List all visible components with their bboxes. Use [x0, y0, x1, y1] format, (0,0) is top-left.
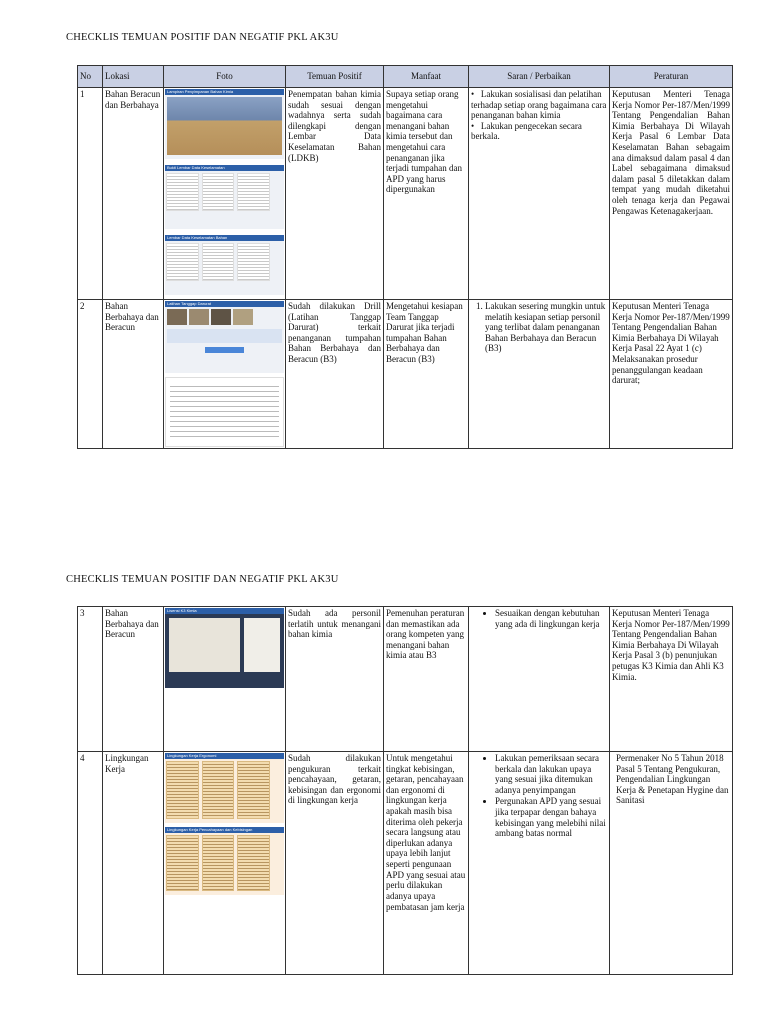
cell-temuan: Sudah dilakukan Drill (Latihan Tanggap Darurat) terkait penanganan tumpahan Bahan Berbahaya dan Beracun (B3)	[286, 300, 384, 449]
table-row	[78, 300, 733, 449]
cell-manfaat: Pemenuhan peraturan dan memastikan ada orang kompeten yang menangani bahan kimia atau B3	[384, 607, 469, 752]
saran-item: • Lakukan pengecekan secara berkala.	[471, 120, 582, 142]
saran-item: • Lakukan pemeriksaan secara berkala dan lakukan upaya yang sesuai jika ditemukan adanya penyimpangan	[495, 753, 607, 795]
table-header-row	[78, 66, 733, 88]
cell-manfaat: Untuk mengetahui tingkat kebisingan, getaran, pencahayaan dan ergonomi di lingkungan kerja apakah masih bisa diterima oleh pekerja secara langsung atau diperlukan adanya upaya lebih lanjut seperti pengunaan APD yang sesuai atau perlu dilakukan adanya upaya pembatasan jam kerja	[384, 752, 469, 975]
document-thumb	[166, 173, 199, 211]
cell-saran	[469, 88, 610, 300]
cell-saran	[469, 607, 610, 752]
cell-foto	[164, 752, 286, 975]
document-thumb	[202, 173, 235, 211]
saran-item: • Lakukan sosialisasi dan pelatihan terhadap setiap orang bagaimana cara penanganan bahan kimia	[471, 89, 607, 121]
header-no: No	[78, 66, 103, 88]
photo-storage	[165, 89, 284, 159]
photo-caption: Lingkungan Kerja Pencahayaan dan Kebisingan	[165, 827, 284, 833]
document-thumb	[237, 761, 270, 819]
cell-peraturan: Keputusan Menteri Tenaga Kerja Nomor Per-187/Men/1999 Tentang Pengendalian Bahan Kimia Berbahaya Di Wilayah Kerja Pasal 6 Lembar Data Keselamatan Bahan sebagaim ana dimaksud dalam pasal 4 dan Label sebagaimana dimaksud dalam pasal 5 diletakkan dalam tempat yang mudah diketahui oleh tenaga kerja dan Pegawai Pengawas Ketenagakerjaan.	[610, 88, 733, 300]
header-saran: Saran / Perbaikan	[469, 66, 610, 88]
photo-ergonomi	[165, 753, 284, 823]
checklist-table-2	[77, 606, 733, 975]
cell-temuan: Penempatan bahan kimia sudah sesuai dengan wadahnya serta sudah dilengkapi dengan Lembar Data Keselamatan Bahan (LDKB)	[286, 88, 384, 300]
photo-caption: Bukti Lembar Data Keselamatan	[165, 165, 284, 171]
cell-foto	[164, 300, 286, 449]
header-lokasi: Lokasi	[103, 66, 164, 88]
document-thumb	[166, 835, 199, 891]
cell-saran	[469, 300, 610, 449]
photo-caption: Latihan Tanggap Darurat	[165, 301, 284, 307]
table-row	[78, 752, 733, 975]
table-row	[78, 607, 733, 752]
document-thumb	[237, 173, 270, 211]
photo-pencahayaan	[165, 827, 284, 895]
photo-msds-1	[165, 165, 284, 229]
cell-no: 2	[78, 300, 103, 449]
cell-foto	[164, 607, 286, 752]
cell-peraturan: Keputusan Menteri Tenaga Kerja Nomor Per-187/Men/1999 Tentang Pengendalian Bahan Kimia Berbahaya Di Wilayah Kerja Pasal 22 Ayat 1 (c) Melaksanakan prosedur penanggulangan keadaan darurat;	[610, 300, 733, 449]
storage-image	[167, 97, 282, 155]
photo-caption: Lisensi K3 Kimia	[165, 608, 284, 614]
checklist-table-1	[77, 65, 733, 449]
saran-item: • Sesuaikan dengan kebutuhan yang ada di lingkungan kerja	[495, 608, 607, 629]
cell-no: 1	[78, 88, 103, 300]
cell-peraturan: Keputusan Menteri Tenaga Kerja Nomor Per-187/Men/1999 Tentang Pengendalian Bahan Kimia Berbahaya Di Wilayah Kerja Pasal 3 (b) penunjukan petugas K3 Kimia dan Ahli K3 Kimia.	[610, 607, 733, 752]
cell-lokasi: Bahan Berbahaya dan Beracun	[103, 300, 164, 449]
page-title: CHECKLIS TEMUAN POSITIF DAN NEGATIF PKL AK3U	[66, 574, 339, 585]
document-thumb	[202, 835, 235, 891]
table-row	[78, 88, 733, 300]
cell-no: 4	[78, 752, 103, 975]
cell-temuan: Sudah dilakukan pengukuran terkait pencahayaan, getaran, kebisingan dan ergonomi di lingkungan kerja	[286, 752, 384, 975]
header-manfaat: Manfaat	[384, 66, 469, 88]
cell-lokasi: Bahan Berbahaya dan Beracun	[103, 607, 164, 752]
saran-item: 1. Lakukan sesering mungkin untuk melatih kesiapan setiap personil yang terlibat dalam penanganan Bahan Berbahaya dan Beracun (B3)	[485, 301, 607, 354]
cell-foto	[164, 88, 286, 300]
cell-manfaat: Mengetahui kesiapan Team Tanggap Darurat jika terjadi tumpahan Bahan Berbahaya dan Beracun (B3)	[384, 300, 469, 449]
document-thumb	[166, 761, 199, 819]
document-thumb	[237, 835, 270, 891]
document-thumb	[166, 243, 199, 281]
drill-photos	[167, 309, 282, 325]
saran-item: • Pergunakan APD yang sesuai jika terpapar dengan bahaya kebisingan yang melebihi nilai ambang batas normal	[495, 796, 607, 838]
photo-msds-2	[165, 235, 284, 295]
photo-drill	[165, 301, 284, 373]
cell-lokasi: Lingkungan Kerja	[103, 752, 164, 975]
photo-license	[165, 608, 284, 688]
photo-caption: Lingkungan Kerja Ergonomi	[165, 753, 284, 759]
cell-saran	[469, 752, 610, 975]
document-thumb	[202, 243, 235, 281]
cell-peraturan: Permenaker No 5 Tahun 2018 Pasal 5 Tentang Pengukuran, Pengendalian Lingkungan Kerja & Penetapan Hygine dan Sanitasi	[610, 752, 733, 975]
header-foto: Foto	[164, 66, 286, 88]
photo-caption: Lampiran Penyimpanan Bahan Kimia	[165, 89, 284, 95]
cell-no: 3	[78, 607, 103, 752]
document-thumb	[237, 243, 270, 281]
page-title: CHECKLIS TEMUAN POSITIF DAN NEGATIF PKL AK3U	[66, 32, 339, 43]
document-thumb	[202, 761, 235, 819]
drill-report	[165, 377, 284, 447]
cell-temuan: Sudah ada personil terlatih untuk menangani bahan kimia	[286, 607, 384, 752]
cell-lokasi: Bahan Beracun dan Berbahaya	[103, 88, 164, 300]
cell-manfaat: Supaya setiap orang mengetahui bagaimana cara menangani bahan kimia tersebut dan mengetahui cara penanganan jika terjadi tumpahan dan APD yang harus dipergunakan	[384, 88, 469, 300]
header-peraturan: Peraturan	[610, 66, 733, 88]
header-temuan: Temuan Positif	[286, 66, 384, 88]
photo-caption: Lembar Data Keselamatan Bahan	[165, 235, 284, 241]
